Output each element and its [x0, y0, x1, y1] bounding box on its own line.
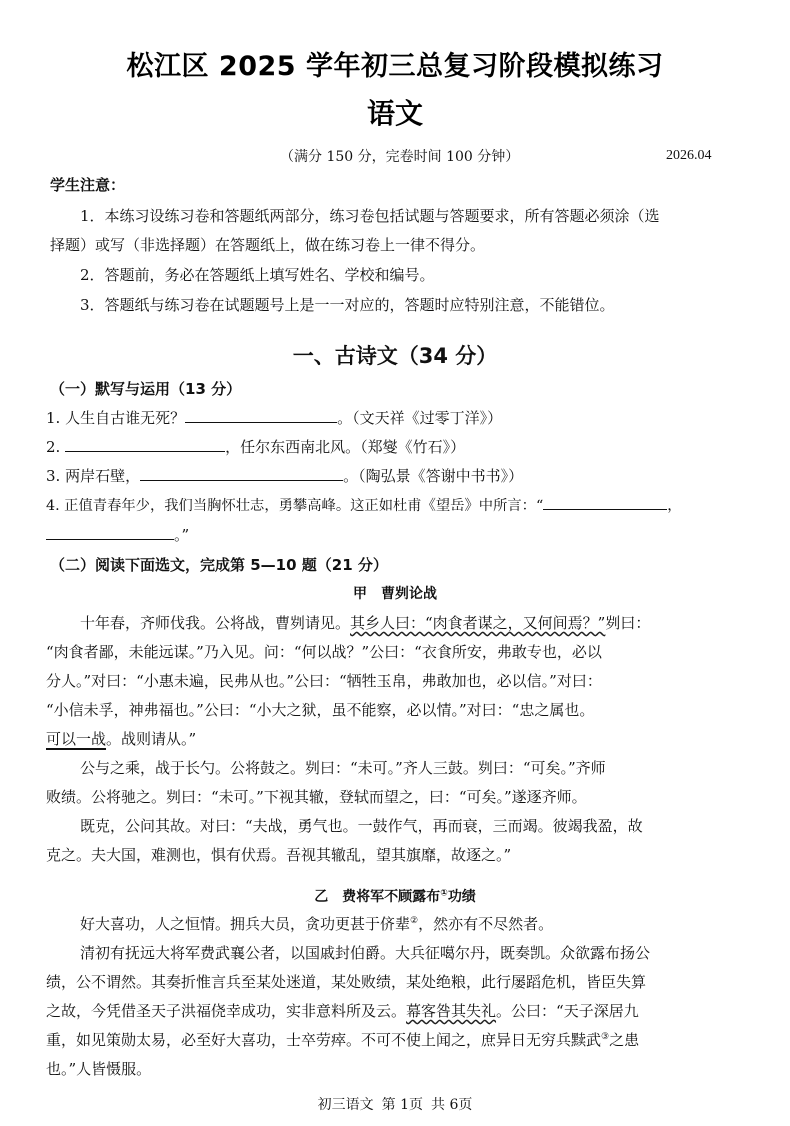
passage-b-line-2: 清初有抚远大将军费武襄公者，以国戚封伯爵。大兵征噶尔丹，既奏凯。众欲露布扬公 — [80, 944, 651, 962]
passage-a-text: 十年春，齐师伐我。公将战，曹刿请见。 — [80, 614, 351, 632]
passage-b-line-5 — [46, 1029, 639, 1050]
passage-b-title — [0, 886, 790, 906]
q1-answer-blank[interactable] — [185, 408, 337, 423]
q4-answer-blank-2[interactable] — [46, 525, 174, 540]
passage-a-title: 甲 曹刿论战 — [353, 586, 437, 602]
passage-b-text: 重，如见策勋太易，必至好大喜功，士卒劳瘁。不可不使上闻之，庶异日无穷兵黩武 — [46, 1031, 602, 1049]
passage-b-title-text: 功绩 — [447, 889, 476, 905]
passage-b-line-4 — [46, 1000, 639, 1021]
q4-answer-blank-1[interactable] — [543, 495, 667, 510]
q3-suffix: 。（陶弘景《答谢中书书》） — [343, 467, 524, 485]
q4-stem: 4. 正值青春年少，我们当胸怀壮志，勇攀高峰。这正如杜甫《望岳》中所言：“ — [46, 498, 544, 514]
q2-suffix: ，任尔东西南北风。（郑燮《竹石》） — [225, 438, 466, 456]
notice-item-1b: 择题）或写（非选择题）在答题纸上，做在练习卷上一律不得分。 — [50, 236, 486, 254]
part1-title: （一）默写与运用（13 分） — [50, 380, 242, 398]
subject-title: 语文 — [366, 97, 423, 130]
footer-course: 初三语文 — [317, 1097, 374, 1113]
passage-a-line-5 — [46, 728, 196, 749]
passage-a-text: 。战则请从。” — [106, 730, 197, 748]
page-footer — [0, 1094, 790, 1114]
wavy-underlined-sentence: 其乡人曰：“肉食者谋之，又何间焉？” — [350, 614, 606, 632]
passage-a-line-3: 分人。”对曰：“小惠未遍，民弗从也。”公曰：“牺牲玉帛，弗敢加也，必以信。”对曰： — [46, 672, 602, 690]
notice-item-1a: 1．本练习设练习卷和答题纸两部分，练习卷包括试题与答题要求，所有答题必须涂（选 — [80, 207, 660, 225]
q2-prefix: 2. — [46, 438, 61, 456]
question-1 — [46, 407, 502, 428]
passage-a-line-4: “小信未孚，神弗福也。”公曰：“小大之狱，虽不能察，必以情。”对曰：“忠之属也。 — [46, 701, 595, 719]
passage-a-text: 刿曰： — [605, 614, 651, 632]
question-3 — [46, 465, 523, 486]
passage-b-line-1 — [80, 913, 553, 934]
passage-b-line-3: 绩，公不谓然。其奏折惟言兵至某处迷道，某处败绩，某处绝粮，此行屡蹈危机，皆臣失算 — [46, 973, 647, 991]
footnote-mark: ① — [440, 888, 448, 899]
q4-end: 。” — [174, 526, 190, 544]
question-2 — [46, 436, 465, 457]
footer-page: 第 1页 — [381, 1097, 423, 1113]
q3-prefix: 3. 两岸石壁， — [46, 467, 141, 485]
passage-b-text: ，然亦有不尽然者。 — [418, 915, 554, 933]
question-4 — [46, 495, 682, 515]
q3-answer-blank[interactable] — [140, 466, 343, 481]
passage-b-text: 好大喜功，人之恒情。拥兵大员，贪功更甚于侪辈 — [80, 915, 411, 933]
question-4-cont — [46, 524, 189, 545]
passage-b-text: 。公曰：“天子深居九 — [496, 1002, 639, 1020]
passage-a-line-7: 败绩。公将驰之。刿曰：“未可。”下视其辙，登轼而望之，曰：“可矣。”遂逐齐师。 — [46, 788, 587, 806]
notice-item-3: 3．答题纸与练习卷在试题题号上是一一对应的，答题时应特别注意，不能错位。 — [80, 296, 615, 314]
q2-answer-blank[interactable] — [65, 437, 225, 452]
underlined-phrase: 可以一战 — [46, 730, 107, 748]
passage-b-title-text: 乙 费将军不顾露布 — [314, 889, 441, 905]
exam-title: 松江区 2025 学年初三总复习阶段模拟练习 — [126, 51, 664, 82]
footnote-mark: ③ — [601, 1032, 610, 1042]
passage-b-line-6: 也。”人皆慑服。 — [46, 1060, 152, 1078]
passage-b-text: 之患 — [609, 1031, 640, 1049]
notice-item-2: 2．答题前，务必在答题纸上填写姓名、学校和编号。 — [80, 266, 435, 284]
section-title: 一、古诗文（34 分） — [292, 344, 498, 368]
passage-a-line-2: “肉食者鄙，未能远谋。”乃入见。问：“何以战？”公曰：“衣食所安，弗敢专也，必以 — [46, 643, 602, 661]
q1-suffix: 。（文天祥《过零丁洋》） — [337, 409, 503, 427]
passage-a-line-1 — [80, 612, 650, 633]
footnote-mark: ② — [410, 916, 419, 926]
score-info: （满分 150 分，完卷时间 100 分钟） — [280, 149, 520, 165]
q1-prefix: 1. 人生自古谁无死？ — [46, 409, 186, 427]
passage-a-line-9: 克之。夫大国，难测也，惧有伏焉。吾视其辙乱，望其旗靡，故逐之。” — [46, 846, 512, 864]
passage-a-line-8: 既克，公问其故。对曰：“夫战，勇气也。一鼓作气，再而衰，三而竭。彼竭我盈，故 — [80, 817, 643, 835]
notice-heading: 学生注意： — [50, 176, 126, 194]
part2-title: （二）阅读下面选文，完成第 5—10 题（21 分） — [50, 556, 388, 574]
q4-comma: ， — [667, 498, 682, 514]
passage-a-line-6: 公与之乘，战于长勺。公将鼓之。刿曰：“未可。”齐人三鼓。刿曰：“可矣。”齐师 — [80, 759, 606, 777]
exam-date: 2026.04 — [666, 148, 712, 163]
wavy-underlined-phrase: 幕客咎其失礼 — [406, 1002, 497, 1020]
passage-b-text: 之故，今凭借圣天子洪福侥幸成功，实非意料所及云。 — [46, 1002, 407, 1020]
footer-total: 共 6页 — [431, 1097, 473, 1113]
